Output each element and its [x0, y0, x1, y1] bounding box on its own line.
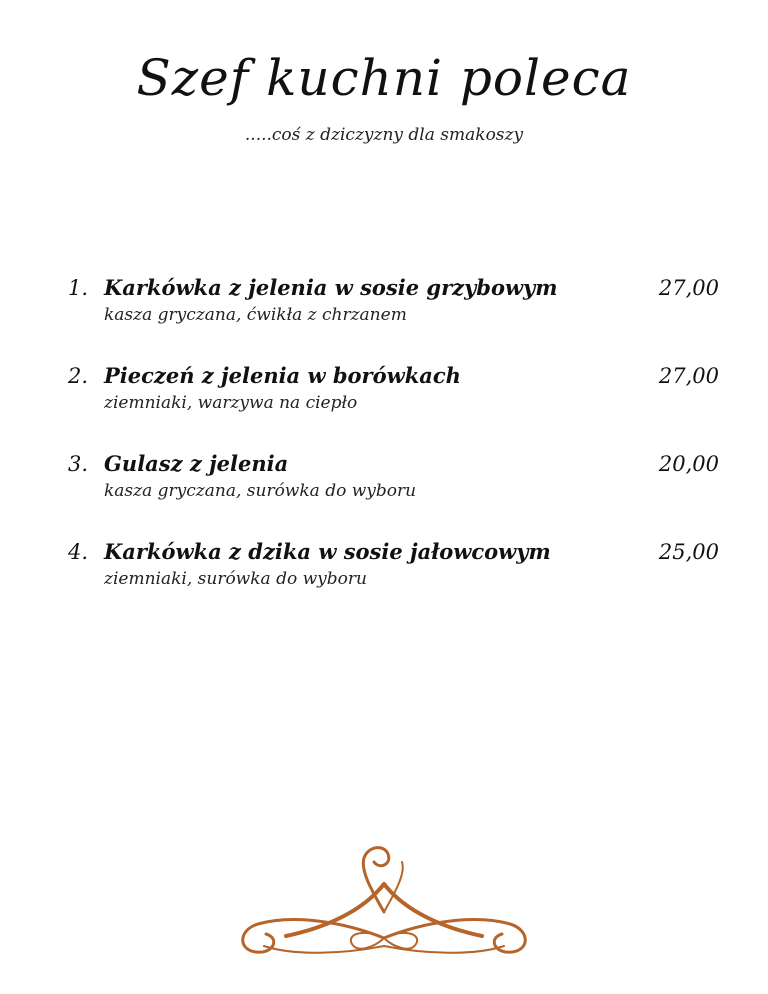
menu-item	[68, 362, 723, 450]
item-description: ziemniaki, surówka do wyboru	[104, 569, 367, 589]
item-name: Karkówka z dzika w sosie jałowcowym	[104, 539, 551, 564]
menu-item	[68, 450, 723, 538]
item-price: 25,00	[658, 540, 719, 564]
menu-subtitle: .....coś z dziczyzny dla smakoszy	[244, 125, 524, 145]
item-description: ziemniaki, warzywa na ciepło	[104, 393, 358, 413]
menu-item	[68, 274, 723, 362]
item-price: 27,00	[658, 276, 719, 300]
item-number: 4.	[68, 540, 89, 564]
item-number: 2.	[68, 364, 89, 388]
item-number: 3.	[68, 452, 89, 476]
item-description: kasza gryczana, ćwikła z chrzanem	[104, 305, 407, 325]
item-name: Karkówka z jelenia w sosie grzybowym	[104, 275, 558, 300]
item-description: kasza gryczana, surówka do wyboru	[104, 481, 417, 501]
item-number: 1.	[68, 276, 89, 300]
flourish-ornament-icon	[234, 842, 534, 962]
item-name: Gulasz z jelenia	[104, 451, 289, 476]
menu-item	[68, 538, 723, 626]
item-name: Pieczeń z jelenia w borówkach	[104, 363, 461, 388]
menu-list	[68, 274, 723, 626]
item-price: 27,00	[658, 364, 719, 388]
item-price: 20,00	[658, 452, 719, 476]
menu-title: Szef kuchni poleca	[136, 49, 632, 107]
